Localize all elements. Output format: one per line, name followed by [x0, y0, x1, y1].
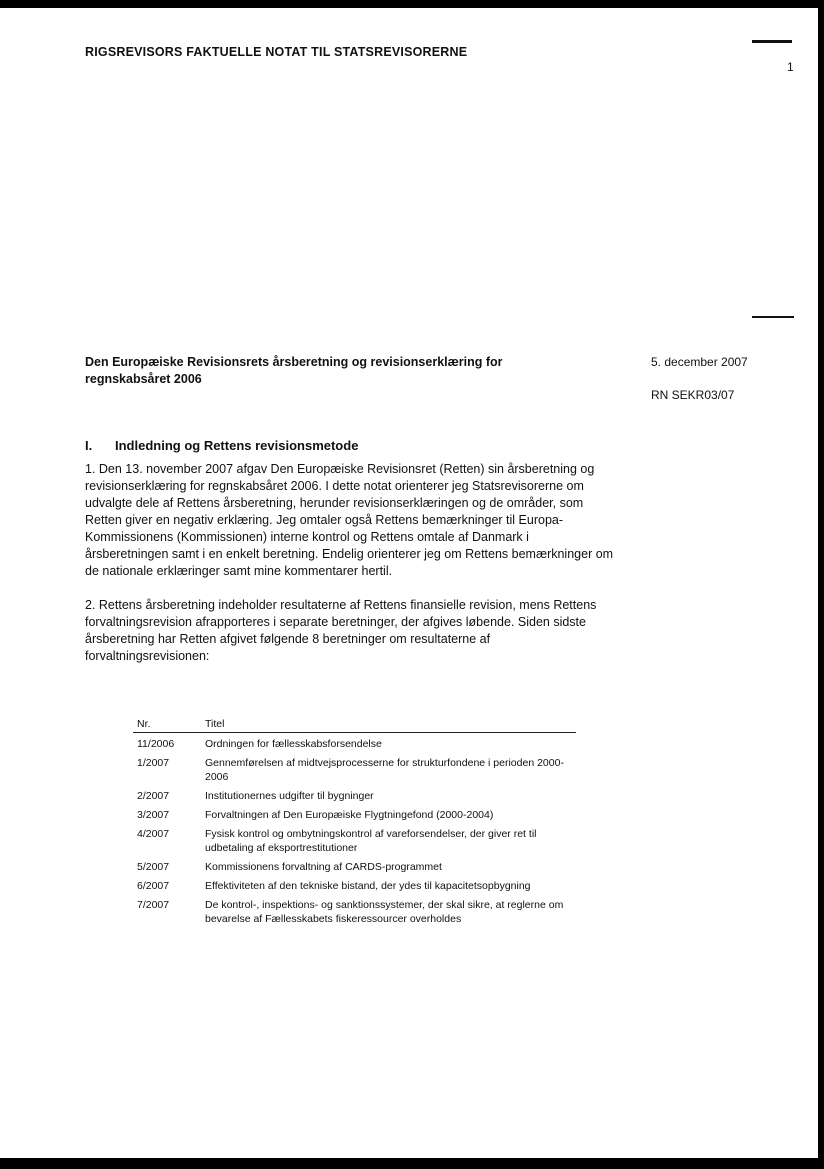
document-date: 5. december 2007: [651, 355, 748, 369]
table-row: [133, 733, 576, 754]
table-row: [133, 876, 576, 895]
margin-rule-middle: [752, 316, 794, 318]
report-title: Forvaltningen af Den Europæiske Flygtningefond (2000-2004): [205, 809, 494, 821]
report-number: 5/2007: [137, 861, 170, 873]
section-number: I.: [85, 438, 93, 453]
report-title: Effektiviteten af den tekniske bistand, der ydes til kapacitetsopbygning: [205, 880, 531, 892]
report-number: 11/2006: [137, 738, 175, 750]
report-number: 4/2007: [137, 828, 170, 840]
report-title: Institutionernes udgifter til bygninger: [205, 790, 374, 802]
document-title: Den Europæiske Revisionsrets årsberetning og revisionserklæring for regnskabsåret 2006: [85, 355, 503, 386]
reports-table: [133, 717, 576, 928]
paragraph-2: 2. Rettens årsberetning indeholder resultaterne af Rettens finansielle revision, mens Rettens forvaltningsrevision afrapporteres i separate beretninger, der afgives løbende. Siden sidste årsberetning har Retten afgivet følgende 8 beretninger om resultaterne af forvaltningsrevisionen:: [85, 598, 597, 663]
margin-rule-top: [752, 40, 792, 43]
report-number: 6/2007: [137, 880, 170, 892]
report-number: 7/2007: [137, 899, 170, 911]
table-header-row: [133, 717, 576, 733]
report-number: 1/2007: [137, 757, 170, 769]
report-title: De kontrol-, inspektions- og sanktionssystemer, der skal sikre, at reglerne om bevarelse af Fællesskabets fiskeressourcer overholdes: [205, 899, 564, 925]
paragraph-1: 1. Den 13. november 2007 afgav Den Europæiske Revisionsret (Retten) sin årsberetning og revisionserklæring for regnskabsåret 2006. I dette notat orienterer jeg Statsrevisorerne om udvalgte dele af Rettens årsberetning, herunder revisionserklæringen og de områder, som Retten giver en negativ erklæring. Jeg omtaler også Rettens bemærkninger til Europa-Kommissionens (Kommissionen) interne kontrol og Rettens omtale af Danmark i årsberetningen samt i en enkelt beretning. Endelig orienterer jeg om Rettens bemærkninger om de nationale erklæringer samt mine kommentarer hertil.: [85, 462, 614, 578]
document-page: [0, 8, 818, 1158]
table-row: [133, 895, 576, 928]
table-row: [133, 786, 576, 805]
table-row: [133, 805, 576, 824]
page-header-title: RIGSREVISORS FAKTUELLE NOTAT TIL STATSREVISORERNE: [85, 45, 468, 59]
page-number: 1: [787, 60, 794, 74]
document-reference: RN SEKR03/07: [651, 388, 735, 402]
report-title: Gennemførelsen af midtvejsprocesserne for strukturfondene i perioden 2000-2006: [205, 757, 564, 783]
table-row: [133, 857, 576, 876]
report-title: Kommissionens forvaltning af CARDS-programmet: [205, 861, 442, 873]
table-row: [133, 753, 576, 786]
report-title: Ordningen for fællesskabsforsendelse: [205, 738, 382, 750]
report-title: Fysisk kontrol og ombytningskontrol af vareforsendelser, der giver ret til udbetaling af eksportrestitutioner: [205, 828, 537, 854]
column-header-nr: Nr.: [133, 717, 205, 733]
report-number: 3/2007: [137, 809, 170, 821]
table-row: [133, 824, 576, 857]
section-heading: [85, 438, 358, 453]
section-title: Indledning og Rettens revisionsmetode: [115, 438, 359, 453]
column-header-title: Titel: [205, 717, 576, 733]
report-number: 2/2007: [137, 790, 170, 802]
